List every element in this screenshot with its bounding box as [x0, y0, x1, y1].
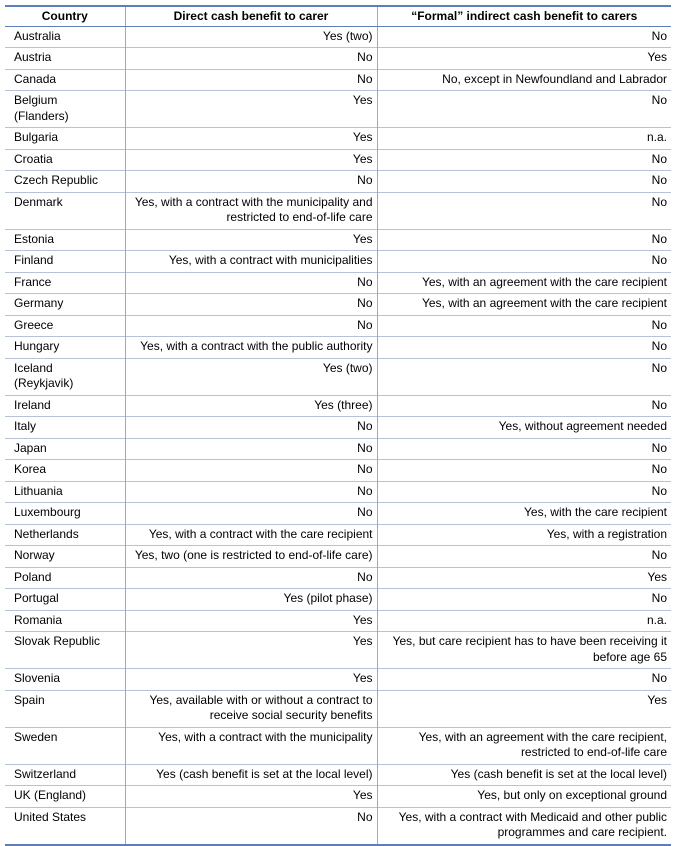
carer-benefit-table [5, 5, 671, 846]
direct-benefit-cell: Yes (pilot phase) [125, 589, 377, 611]
country-cell: Sweden [5, 727, 125, 764]
country-cell: Luxembourg [5, 503, 125, 525]
table-row [5, 481, 671, 503]
table-row [5, 171, 671, 193]
country-cell: Czech Republic [5, 171, 125, 193]
direct-benefit-cell: Yes [125, 786, 377, 808]
direct-benefit-cell: Yes [125, 128, 377, 150]
direct-benefit-cell: Yes [125, 91, 377, 128]
direct-benefit-cell: No [125, 315, 377, 337]
direct-benefit-cell: Yes [125, 632, 377, 669]
header-formal-indirect-benefit: “Formal” indirect cash benefit to carers [377, 6, 671, 26]
direct-benefit-cell: Yes [125, 610, 377, 632]
indirect-benefit-cell: No [377, 358, 671, 395]
country-cell: Portugal [5, 589, 125, 611]
indirect-benefit-cell: Yes (cash benefit is set at the local level) [377, 764, 671, 786]
indirect-benefit-cell: Yes, but only on exceptional ground [377, 786, 671, 808]
indirect-benefit-cell: No [377, 460, 671, 482]
indirect-benefit-cell: Yes [377, 690, 671, 727]
country-cell: Denmark [5, 192, 125, 229]
table-row [5, 149, 671, 171]
country-cell: Estonia [5, 229, 125, 251]
country-cell: Slovak Republic [5, 632, 125, 669]
table-row [5, 128, 671, 150]
table-row [5, 632, 671, 669]
country-cell: Germany [5, 294, 125, 316]
direct-benefit-cell: Yes, with a contract with municipalities [125, 251, 377, 273]
direct-benefit-cell: Yes (two) [125, 26, 377, 48]
country-cell: Finland [5, 251, 125, 273]
indirect-benefit-cell: No, except in Newfoundland and Labrador [377, 69, 671, 91]
country-cell: Croatia [5, 149, 125, 171]
country-cell: Greece [5, 315, 125, 337]
direct-benefit-cell: No [125, 294, 377, 316]
table-row [5, 315, 671, 337]
table-row [5, 272, 671, 294]
indirect-benefit-cell: No [377, 546, 671, 568]
table-row [5, 26, 671, 48]
indirect-benefit-cell: Yes [377, 567, 671, 589]
country-cell: Norway [5, 546, 125, 568]
direct-benefit-cell: No [125, 460, 377, 482]
table-row [5, 589, 671, 611]
indirect-benefit-cell: No [377, 149, 671, 171]
table-row [5, 358, 671, 395]
indirect-benefit-cell: Yes, with a registration [377, 524, 671, 546]
country-cell: Romania [5, 610, 125, 632]
table-row [5, 610, 671, 632]
indirect-benefit-cell: n.a. [377, 610, 671, 632]
country-cell: Japan [5, 438, 125, 460]
header-country: Country [5, 6, 125, 26]
indirect-benefit-cell: Yes [377, 48, 671, 70]
indirect-benefit-cell: No [377, 337, 671, 359]
country-cell: Austria [5, 48, 125, 70]
table-row [5, 807, 671, 845]
direct-benefit-cell: Yes (cash benefit is set at the local level) [125, 764, 377, 786]
country-cell: Australia [5, 26, 125, 48]
direct-benefit-cell: Yes (two) [125, 358, 377, 395]
table-row [5, 727, 671, 764]
indirect-benefit-cell: Yes, without agreement needed [377, 417, 671, 439]
country-cell: Canada [5, 69, 125, 91]
table-body [5, 26, 671, 845]
benefit-table-container [5, 5, 671, 846]
direct-benefit-cell: No [125, 417, 377, 439]
indirect-benefit-cell: No [377, 438, 671, 460]
country-cell: Netherlands [5, 524, 125, 546]
direct-benefit-cell: No [125, 807, 377, 845]
table-row [5, 417, 671, 439]
table-row [5, 669, 671, 691]
table-row [5, 438, 671, 460]
country-cell: Spain [5, 690, 125, 727]
table-row [5, 69, 671, 91]
table-row [5, 764, 671, 786]
indirect-benefit-cell: Yes, with an agreement with the care recipient [377, 272, 671, 294]
direct-benefit-cell: Yes, with a contract with the care recipient [125, 524, 377, 546]
indirect-benefit-cell: No [377, 315, 671, 337]
direct-benefit-cell: Yes [125, 669, 377, 691]
table-row [5, 395, 671, 417]
indirect-benefit-cell: Yes, with a contract with Medicaid and other public programmes and care recipient. [377, 807, 671, 845]
table-row [5, 251, 671, 273]
direct-benefit-cell: Yes, available with or without a contract to receive social security benefits [125, 690, 377, 727]
country-cell: Switzerland [5, 764, 125, 786]
country-cell: Hungary [5, 337, 125, 359]
table-row [5, 567, 671, 589]
country-cell: Italy [5, 417, 125, 439]
indirect-benefit-cell: No [377, 251, 671, 273]
table-row [5, 786, 671, 808]
header-direct-cash-benefit: Direct cash benefit to carer [125, 6, 377, 26]
direct-benefit-cell: No [125, 503, 377, 525]
table-header-row [5, 6, 671, 26]
country-cell: United States [5, 807, 125, 845]
table-row [5, 460, 671, 482]
direct-benefit-cell: Yes (three) [125, 395, 377, 417]
direct-benefit-cell: Yes, two (one is restricted to end-of-life care) [125, 546, 377, 568]
table-row [5, 690, 671, 727]
direct-benefit-cell: No [125, 438, 377, 460]
country-cell: Ireland [5, 395, 125, 417]
table-row [5, 524, 671, 546]
direct-benefit-cell: Yes, with a contract with the municipality and restricted to end-of-life care [125, 192, 377, 229]
indirect-benefit-cell: No [377, 192, 671, 229]
indirect-benefit-cell: Yes, with an agreement with the care recipient, restricted to end-of-life care [377, 727, 671, 764]
country-cell: Belgium (Flanders) [5, 91, 125, 128]
indirect-benefit-cell: No [377, 229, 671, 251]
direct-benefit-cell: No [125, 171, 377, 193]
country-cell: UK (England) [5, 786, 125, 808]
table-row [5, 337, 671, 359]
table-row [5, 229, 671, 251]
indirect-benefit-cell: Yes, with an agreement with the care recipient [377, 294, 671, 316]
table-row [5, 48, 671, 70]
direct-benefit-cell: Yes, with a contract with the public authority [125, 337, 377, 359]
indirect-benefit-cell: Yes, but care recipient has to have been receiving it before age 65 [377, 632, 671, 669]
direct-benefit-cell: Yes [125, 149, 377, 171]
table-row [5, 91, 671, 128]
table-row [5, 546, 671, 568]
indirect-benefit-cell: Yes, with the care recipient [377, 503, 671, 525]
indirect-benefit-cell: No [377, 395, 671, 417]
direct-benefit-cell: No [125, 567, 377, 589]
country-cell: France [5, 272, 125, 294]
country-cell: Lithuania [5, 481, 125, 503]
indirect-benefit-cell: No [377, 26, 671, 48]
country-cell: Korea [5, 460, 125, 482]
direct-benefit-cell: No [125, 272, 377, 294]
country-cell: Iceland (Reykjavik) [5, 358, 125, 395]
country-cell: Slovenia [5, 669, 125, 691]
table-row [5, 503, 671, 525]
direct-benefit-cell: No [125, 481, 377, 503]
country-cell: Poland [5, 567, 125, 589]
direct-benefit-cell: Yes [125, 229, 377, 251]
indirect-benefit-cell: No [377, 171, 671, 193]
table-row [5, 192, 671, 229]
direct-benefit-cell: No [125, 48, 377, 70]
indirect-benefit-cell: No [377, 589, 671, 611]
country-cell: Bulgaria [5, 128, 125, 150]
indirect-benefit-cell: No [377, 91, 671, 128]
indirect-benefit-cell: n.a. [377, 128, 671, 150]
direct-benefit-cell: Yes, with a contract with the municipality [125, 727, 377, 764]
table-row [5, 294, 671, 316]
indirect-benefit-cell: No [377, 481, 671, 503]
direct-benefit-cell: No [125, 69, 377, 91]
indirect-benefit-cell: No [377, 669, 671, 691]
